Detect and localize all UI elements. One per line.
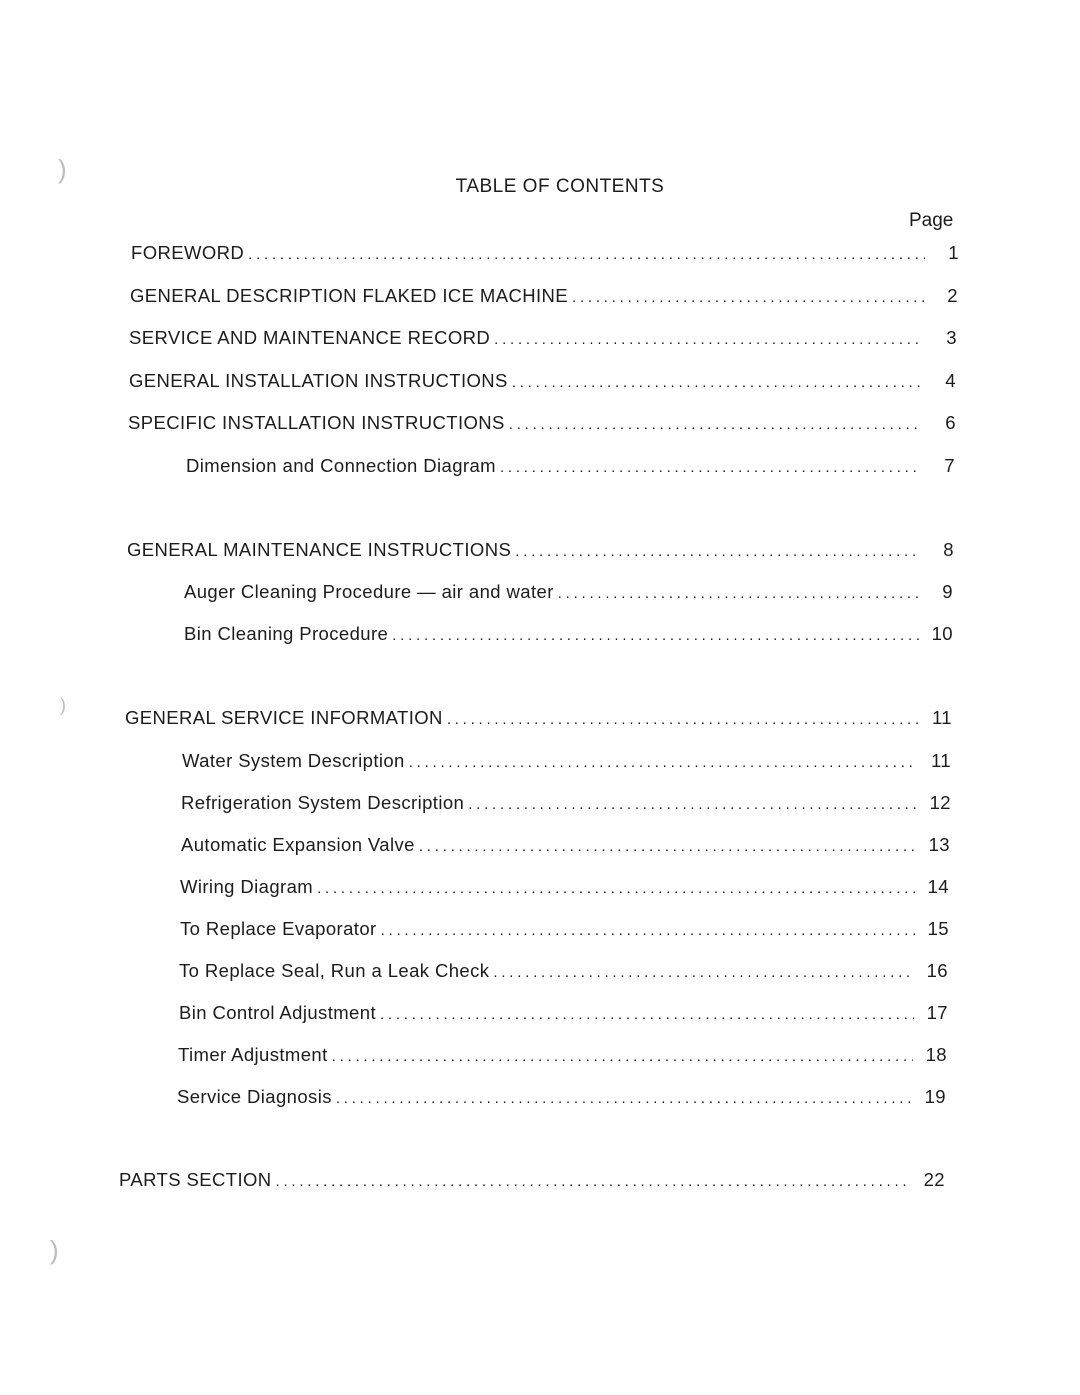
toc-entry-label: Wiring Diagram <box>180 876 314 897</box>
leader-dots <box>332 1048 913 1065</box>
leader-dots <box>468 796 917 813</box>
leader-dots <box>494 331 923 348</box>
toc-entry-specific-installation[interactable] <box>128 412 956 438</box>
leader-dots <box>419 838 916 855</box>
toc-entry-bin-cleaning[interactable] <box>184 623 953 649</box>
leader-dots <box>317 880 915 897</box>
toc-entry-service-record[interactable] <box>129 327 957 353</box>
toc-entry-page: 6 <box>945 412 956 433</box>
binding-hole-mark-middle: ) <box>60 695 66 715</box>
toc-entry-general-maintenance[interactable] <box>127 539 954 565</box>
toc-entry-refrigeration-system[interactable] <box>181 792 951 818</box>
toc-entry-label: Bin Cleaning Procedure <box>184 623 389 644</box>
toc-entry-service-diagnosis[interactable] <box>177 1086 946 1112</box>
toc-title: TABLE OF CONTENTS <box>455 176 665 197</box>
toc-entry-page: 3 <box>946 327 957 348</box>
toc-entry-expansion-valve[interactable] <box>181 834 950 860</box>
leader-dots <box>248 246 925 263</box>
leader-dots <box>336 1090 912 1107</box>
toc-entry-label: Dimension and Connection Diagram <box>186 455 496 476</box>
toc-entry-label: Service Diagnosis <box>177 1086 332 1107</box>
toc-entry-label: To Replace Evaporator <box>180 918 377 939</box>
toc-entry-page: 11 <box>930 750 951 771</box>
toc-entry-page: 9 <box>942 581 953 602</box>
toc-entry-page: 13 <box>928 834 950 855</box>
toc-entry-label: GENERAL DESCRIPTION FLAKED ICE MACHINE <box>130 285 569 306</box>
toc-entry-label: Bin Control Adjustment <box>179 1002 376 1023</box>
toc-entry-label: Refrigeration System Description <box>181 792 465 813</box>
toc-entry-label: Auger Cleaning Procedure — air and water <box>184 581 554 602</box>
leader-dots <box>380 1006 914 1023</box>
toc-entry-page: 1 <box>948 242 959 263</box>
leader-dots <box>276 1173 911 1190</box>
toc-entry-timer-adjustment[interactable] <box>178 1044 947 1070</box>
toc-entry-general-service[interactable] <box>125 707 952 733</box>
toc-entry-general-description[interactable] <box>130 285 958 311</box>
toc-entry-page: 8 <box>943 539 954 560</box>
toc-entry-label: GENERAL INSTALLATION INSTRUCTIONS <box>129 370 508 391</box>
toc-entry-page: 17 <box>926 1002 948 1023</box>
toc-entry-page: 18 <box>925 1044 947 1065</box>
leader-dots <box>447 711 918 728</box>
toc-entry-foreword[interactable] <box>131 242 959 268</box>
toc-entry-page: 11 <box>931 707 952 728</box>
toc-entry-parts-section[interactable] <box>119 1169 945 1195</box>
leader-dots <box>493 964 914 981</box>
leader-dots <box>572 289 924 306</box>
toc-entry-label: SERVICE AND MAINTENANCE RECORD <box>129 327 491 348</box>
toc-entry-page: 7 <box>944 455 955 476</box>
leader-dots <box>381 922 915 939</box>
toc-entry-page: 16 <box>926 960 948 981</box>
toc-entry-label: PARTS SECTION <box>119 1169 272 1190</box>
toc-entry-auger-cleaning[interactable] <box>184 581 953 607</box>
binding-hole-mark-top: ) <box>58 154 67 184</box>
toc-entry-page: 14 <box>927 876 949 897</box>
toc-entry-page: 15 <box>927 918 949 939</box>
leader-dots <box>509 416 922 433</box>
toc-entry-label: GENERAL MAINTENANCE INSTRUCTIONS <box>127 539 512 560</box>
toc-entry-replace-seal[interactable] <box>179 960 948 986</box>
toc-entry-label: Water System Description <box>182 750 405 771</box>
toc-entry-page: 22 <box>923 1169 945 1190</box>
binding-hole-mark-bottom: ) <box>50 1235 59 1265</box>
toc-entry-page: 19 <box>924 1086 946 1107</box>
leader-dots <box>558 585 919 602</box>
leader-dots <box>392 627 919 644</box>
toc-entry-label: GENERAL SERVICE INFORMATION <box>125 707 443 728</box>
toc-entry-wiring-diagram[interactable] <box>180 876 949 902</box>
toc-entry-label: FOREWORD <box>131 242 245 263</box>
leader-dots <box>409 754 917 771</box>
toc-entry-water-system[interactable] <box>182 750 951 776</box>
toc-entry-page: 10 <box>931 623 953 644</box>
leader-dots <box>512 374 922 391</box>
toc-entry-bin-control[interactable] <box>179 1002 948 1028</box>
toc-entry-label: To Replace Seal, Run a Leak Check <box>179 960 490 981</box>
toc-entry-general-installation[interactable] <box>129 370 956 396</box>
toc-entry-label: Automatic Expansion Valve <box>181 834 415 855</box>
page-column-header: Page <box>909 210 954 231</box>
toc-entry-label: SPECIFIC INSTALLATION INSTRUCTIONS <box>128 412 505 433</box>
toc-entry-label: Timer Adjustment <box>178 1044 328 1065</box>
toc-entry-dimension-diagram[interactable] <box>186 455 955 481</box>
leader-dots <box>515 543 920 560</box>
toc-entry-page: 12 <box>929 792 951 813</box>
toc-entry-replace-evaporator[interactable] <box>180 918 949 944</box>
leader-dots <box>500 459 921 476</box>
toc-entry-page: 2 <box>947 285 958 306</box>
toc-entry-page: 4 <box>945 370 956 391</box>
